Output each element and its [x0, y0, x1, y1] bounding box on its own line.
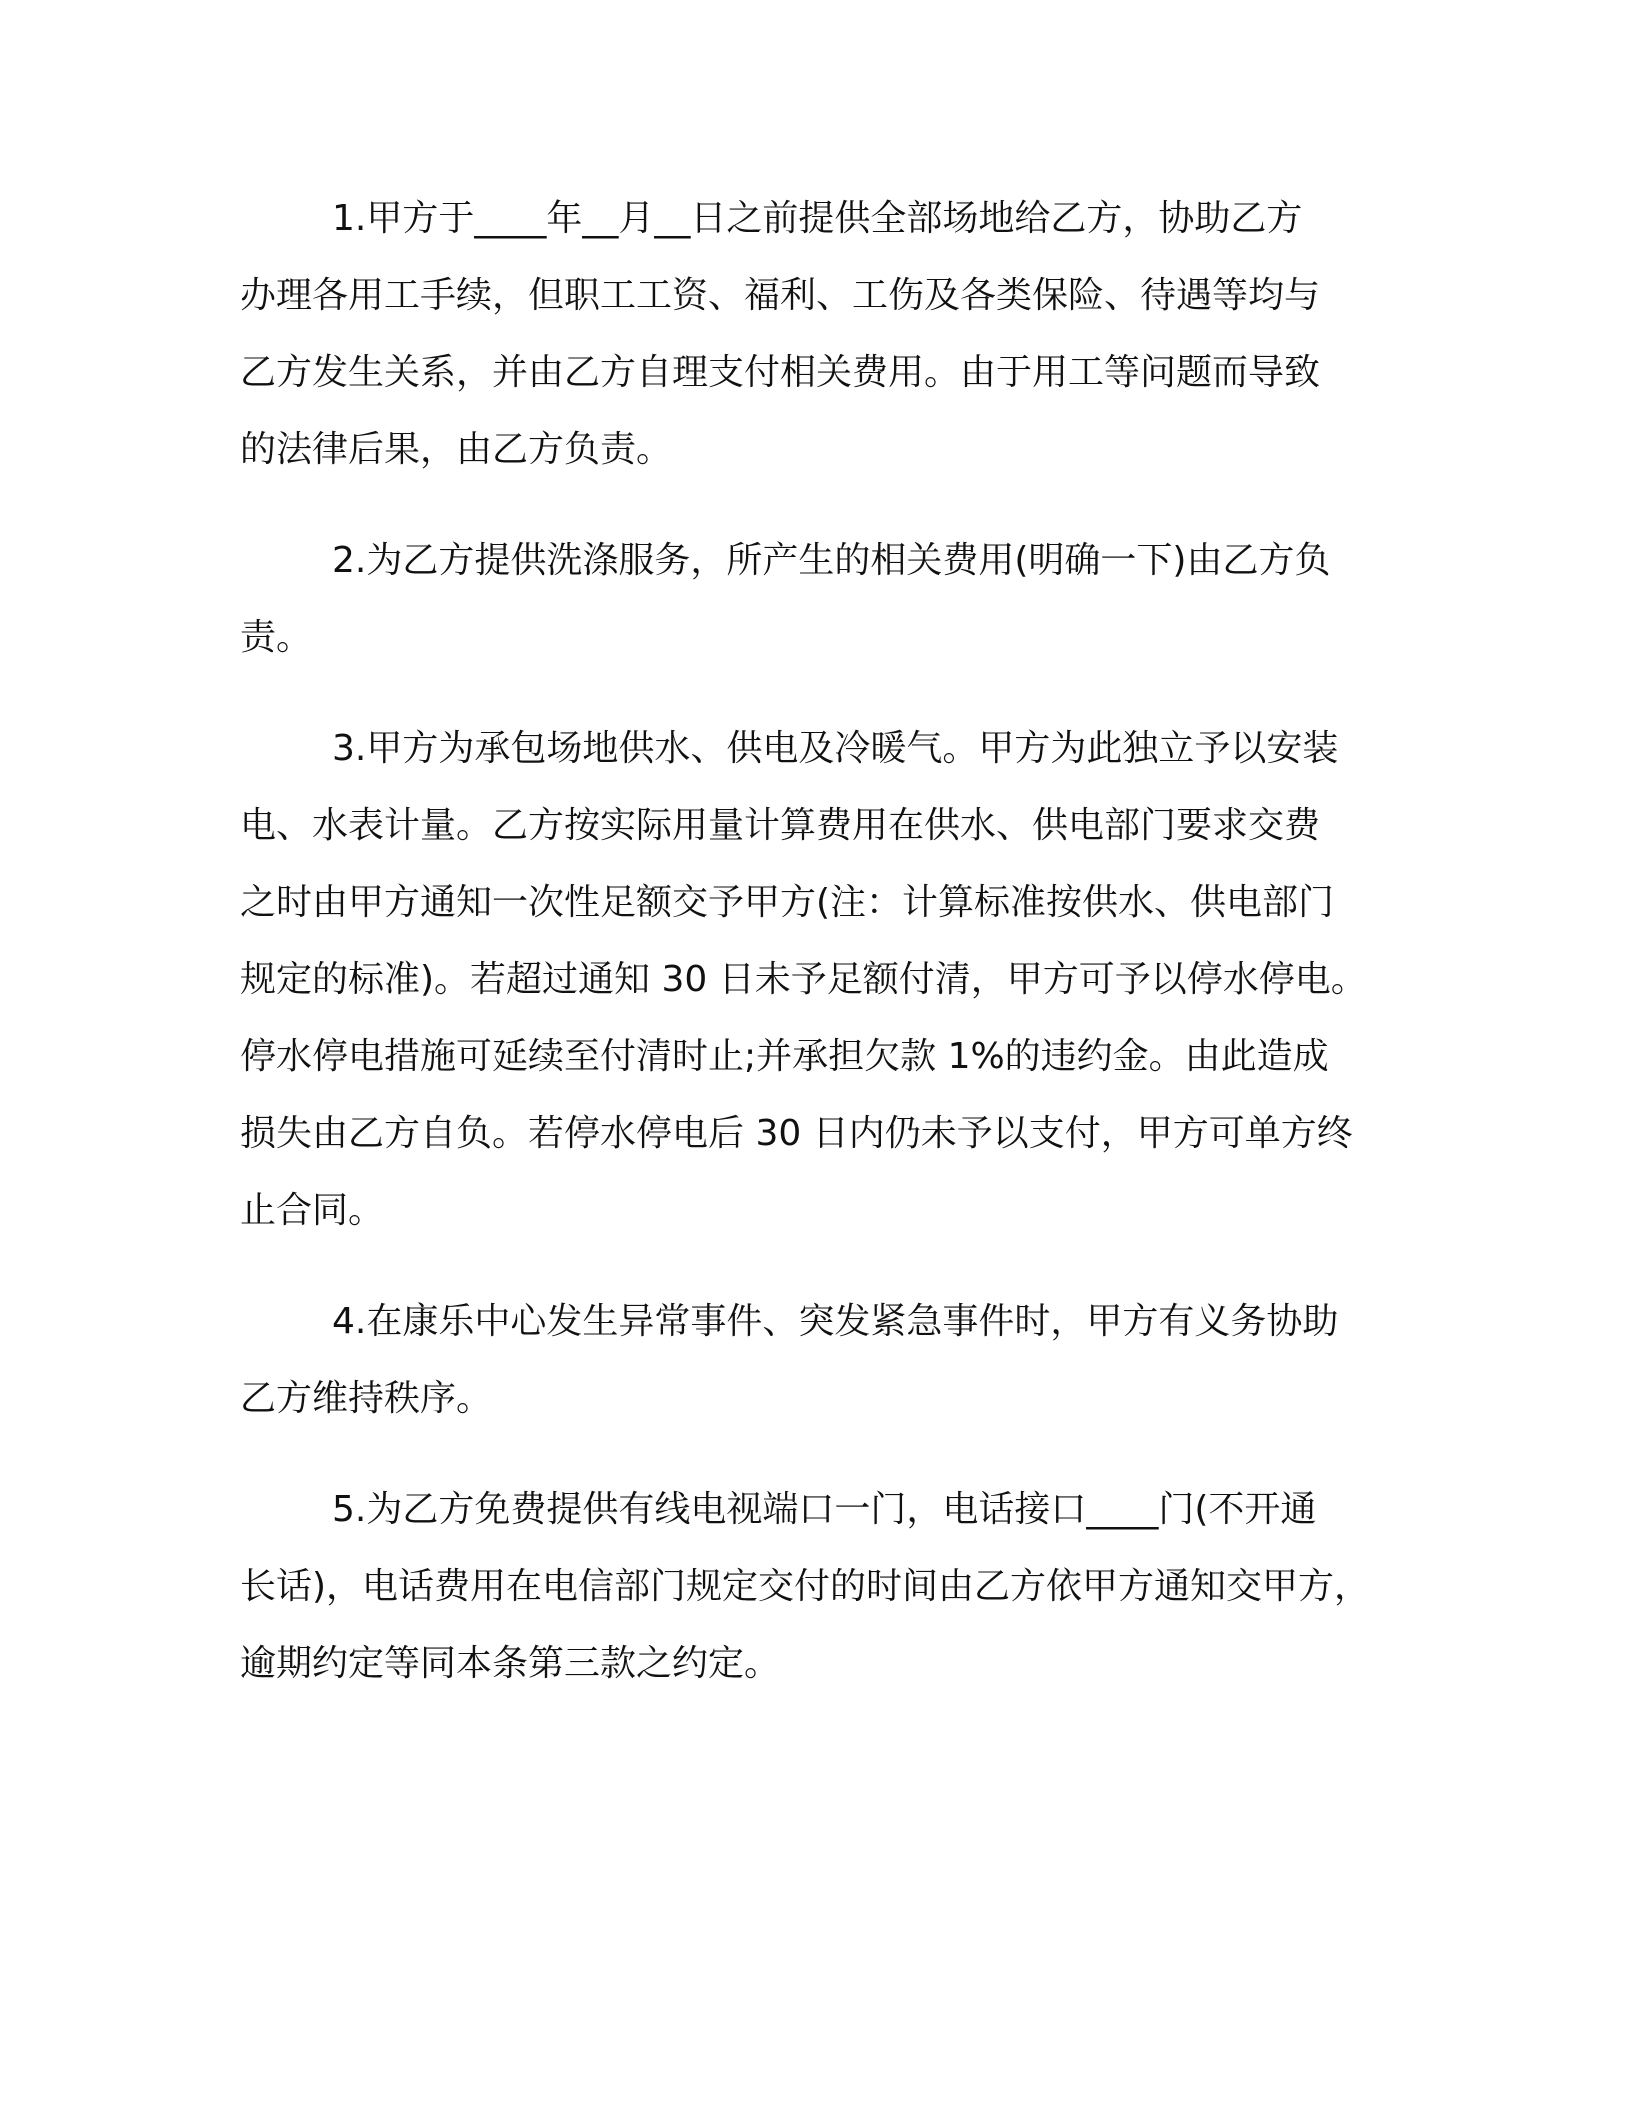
- text-line: 乙方发生关系，并由乙方自理支付相关费用。由于用工等问题而导致: [240, 352, 1321, 393]
- clause-1: [240, 180, 1390, 488]
- clause-2: [240, 522, 1390, 676]
- text-line: 1.甲方于____年__月__日之前提供全部场地给乙方，协助乙方: [332, 198, 1303, 239]
- text-line: 4.在康乐中心发生异常事件、突发紧急事件时，甲方有义务协助: [332, 1301, 1339, 1342]
- text-line: 损失由乙方自负。若停水停电后 30 日内仍未予以支付，甲方可单方终: [240, 1113, 1353, 1154]
- text-line: 之时由甲方通知一次性足额交予甲方(注：计算标准按供水、供电部门: [240, 882, 1335, 923]
- clause-3: [240, 710, 1390, 1249]
- text-line: 3.甲方为承包场地供水、供电及冷暖气。甲方为此独立予以安装: [332, 728, 1339, 769]
- text-line: 停水停电措施可延续至付清时止;并承担欠款 1%的违约金。由此造成: [240, 1036, 1329, 1077]
- clause-5: [240, 1471, 1390, 1702]
- text-line: 长话)，电话费用在电信部门规定交付的时间由乙方依甲方通知交甲方，: [240, 1566, 1371, 1607]
- document-body: [240, 180, 1390, 1736]
- text-line: 电、水表计量。乙方按实际用量计算费用在供水、供电部门要求交费: [240, 805, 1321, 846]
- clause-4: [240, 1283, 1390, 1437]
- text-line: 的法律后果，由乙方负责。: [240, 429, 673, 470]
- text-line: 止合同。: [240, 1190, 385, 1231]
- text-line: 5.为乙方免费提供有线电视端口一门，电话接口____门(不开通: [332, 1489, 1317, 1530]
- text-line: 2.为乙方提供洗涤服务，所产生的相关费用(明确一下)由乙方负: [332, 540, 1331, 581]
- text-line: 责。: [240, 617, 313, 658]
- text-line: 乙方维持秩序。: [240, 1378, 493, 1419]
- text-line: 逾期约定等同本条第三款之约定。: [240, 1643, 781, 1684]
- text-line: 规定的标准)。若超过通知 30 日未予足额付清，甲方可予以停水停电。: [240, 959, 1367, 1000]
- text-line: 办理各用工手续，但职工工资、福利、工伤及各类保险、待遇等均与: [240, 275, 1321, 316]
